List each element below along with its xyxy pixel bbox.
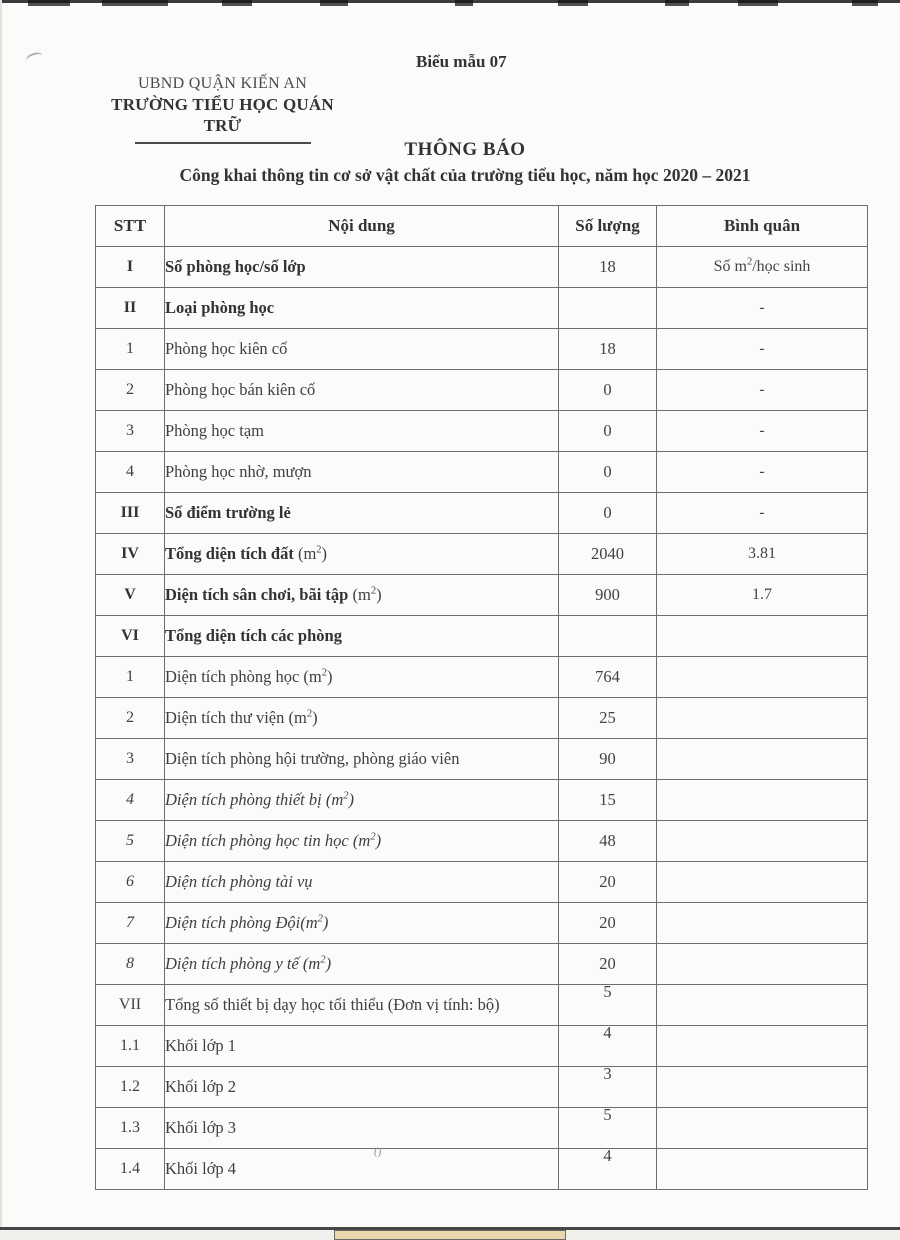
header-row: [96, 206, 868, 247]
row-qty: [559, 982, 657, 1026]
row-avg: [657, 493, 868, 534]
row-label: [165, 985, 559, 1026]
table-row: [96, 247, 868, 288]
label-unit: $(m^2)$: [300, 913, 329, 932]
row-qty: [559, 247, 657, 288]
avg-value: -: [759, 504, 765, 521]
row-qty: [559, 657, 657, 698]
row-label: [165, 862, 559, 903]
row-label: [165, 370, 559, 411]
table-row: [96, 698, 868, 739]
qty-value: 0: [603, 380, 612, 399]
row-stt: 4: [96, 780, 165, 821]
row-stt: VI: [96, 616, 165, 657]
label-unit: $(m^2)$: [302, 954, 332, 973]
row-stt: VII: [96, 985, 165, 1026]
scan-edge-segment: [558, 0, 588, 6]
org-block: [95, 74, 350, 144]
row-label: [165, 329, 559, 370]
row-qty: [559, 862, 657, 903]
row-avg: [657, 452, 868, 493]
scan-edge-bottom-block: [334, 1230, 566, 1240]
label-text: Diện tích phòng tài vụ: [165, 872, 313, 891]
row-qty: [559, 698, 657, 739]
avg-value: -: [759, 463, 765, 480]
scan-curl-mark: [25, 51, 44, 66]
label-text: Diện tích phòng học tin học: [165, 831, 353, 850]
row-stt: IV: [96, 534, 165, 575]
label-unit: $(m^2)$: [325, 790, 355, 809]
scan-edge-segment: [455, 0, 473, 6]
facilities-table: [95, 205, 868, 1190]
row-avg: [657, 944, 868, 985]
row-label: [165, 411, 559, 452]
row-qty: [559, 1146, 657, 1190]
row-qty: [559, 493, 657, 534]
row-qty: [559, 1105, 657, 1149]
row-avg: [657, 1149, 868, 1190]
row-qty: [559, 780, 657, 821]
row-label: [165, 1026, 559, 1067]
avg-value: Số $m^2$/học sinh: [713, 256, 811, 275]
scan-edge-segment: [852, 0, 878, 6]
qty-value: 18: [599, 257, 616, 276]
row-stt: 6: [96, 862, 165, 903]
row-qty: [559, 1064, 657, 1108]
row-stt: 7: [96, 903, 165, 944]
row-stt: 3: [96, 411, 165, 452]
row-avg: [657, 575, 868, 616]
table-header: [96, 206, 868, 247]
table-row: [96, 452, 868, 493]
row-stt: 1: [96, 329, 165, 370]
row-label: [165, 944, 559, 985]
row-label: [165, 1067, 559, 1108]
org-parent-name: UBND QUẬN KIẾN AN: [137, 75, 308, 92]
scan-edge-left: [0, 0, 2, 1240]
table-row: [96, 821, 868, 862]
row-avg: [657, 370, 868, 411]
row-qty: [559, 452, 657, 493]
row-label: [165, 780, 559, 821]
row-qty: [559, 370, 657, 411]
row-qty: [559, 739, 657, 780]
row-stt: 2: [96, 370, 165, 411]
label-text: Khối lớp 4: [165, 1159, 237, 1178]
label-unit: $(m^2)$: [303, 667, 333, 686]
table-row: [96, 862, 868, 903]
row-label: [165, 1108, 559, 1149]
qty-value: 48: [599, 831, 616, 850]
row-stt: 1.1: [96, 1026, 165, 1067]
row-avg: [657, 534, 868, 575]
row-qty: [559, 288, 657, 329]
qty-value: 900: [595, 585, 620, 604]
row-qty: [559, 903, 657, 944]
label-text: Phòng học bán kiên cố: [165, 380, 316, 399]
row-stt: I: [96, 247, 165, 288]
label-text: Khối lớp 3: [165, 1118, 237, 1137]
label-text: Diện tích phòng học: [165, 667, 304, 686]
row-avg: [657, 739, 868, 780]
row-stt: 4: [96, 452, 165, 493]
qty-value: 20: [599, 872, 616, 891]
row-avg: [657, 1108, 868, 1149]
row-qty: [559, 534, 657, 575]
row-avg: [657, 411, 868, 452]
scan-edge-segment: [738, 0, 778, 6]
row-label: [165, 1149, 559, 1190]
row-label: [165, 821, 559, 862]
qty-value: 764: [595, 667, 620, 686]
label-text: Khối lớp 2: [165, 1077, 237, 1096]
label-text: Diện tích thư viện: [165, 708, 289, 727]
label-text: Phòng học nhờ, mượn: [165, 462, 312, 481]
row-qty: [559, 329, 657, 370]
table-row: [96, 985, 868, 1026]
table-row: [96, 780, 868, 821]
avg-value: -: [759, 299, 765, 316]
row-avg: [657, 821, 868, 862]
row-stt: V: [96, 575, 165, 616]
scan-edge-segment: [222, 0, 252, 6]
row-avg: [657, 780, 868, 821]
row-avg: [657, 288, 868, 329]
row-avg: [657, 985, 868, 1026]
scan-edge-segment: [102, 0, 168, 6]
page-title: THÔNG BÁO: [404, 139, 526, 160]
qty-value: 0: [603, 503, 612, 522]
row-avg: [657, 862, 868, 903]
qty-value: 90: [599, 749, 616, 768]
row-avg: [657, 1067, 868, 1108]
avg-value: 1.7: [752, 586, 772, 603]
row-label: [165, 698, 559, 739]
table-row: [96, 657, 868, 698]
table-row: [96, 944, 868, 985]
qty-value: 0: [603, 421, 612, 440]
qty-value: 5: [603, 1105, 612, 1124]
label-text: Loại phòng học: [165, 298, 275, 317]
qty-value: 5: [603, 982, 612, 1001]
page-subtitle: Công khai thông tin cơ sở vật chất của trường tiểu học, năm học 2020 – 2021: [179, 165, 751, 185]
table-row: [96, 739, 868, 780]
label-text: Diện tích phòng hội trường, phòng giáo viên: [165, 749, 460, 768]
table-row: [96, 329, 868, 370]
label-unit: $(m^2)$: [352, 831, 382, 850]
row-label: [165, 493, 559, 534]
label-text: Diện tích phòng y tế: [165, 954, 303, 973]
row-stt: 1.2: [96, 1067, 165, 1108]
row-qty: [559, 821, 657, 862]
label-text: Diện tích phòng Đội: [165, 913, 301, 932]
row-avg: [657, 903, 868, 944]
row-stt: 8: [96, 944, 165, 985]
school-name: TRƯỜNG TIỂU HỌC QUÁN TRỮ: [111, 95, 334, 136]
form-number: Biểu mẫu 07: [416, 52, 507, 71]
row-avg: [657, 247, 868, 288]
row-label: [165, 657, 559, 698]
table-row: [96, 1149, 868, 1190]
label-text: Phòng học kiên cố: [165, 339, 288, 358]
table-row: [96, 575, 868, 616]
label-text: Số phòng học/số lớp: [165, 257, 306, 276]
row-qty: [559, 1023, 657, 1067]
table-row: [96, 616, 868, 657]
scan-footer-mark: (): [373, 1145, 383, 1159]
qty-value: 18: [599, 339, 616, 358]
col-header-noi-dung: Nội dung: [165, 206, 559, 247]
qty-value: 3: [603, 1064, 612, 1083]
title-block: [15, 139, 900, 186]
row-label: [165, 739, 559, 780]
label-text: Diện tích sân chơi, bãi tập: [165, 585, 353, 604]
row-avg: [657, 616, 868, 657]
row-stt: II: [96, 288, 165, 329]
table-row: [96, 534, 868, 575]
avg-value: -: [759, 422, 765, 439]
col-header-binh-quan: Bình quân: [657, 206, 868, 247]
row-label: [165, 247, 559, 288]
label-unit: $(m^2)$: [352, 585, 382, 604]
row-stt: 2: [96, 698, 165, 739]
label-text: Khối lớp 1: [165, 1036, 237, 1055]
avg-value: -: [759, 340, 765, 357]
row-stt: 3: [96, 739, 165, 780]
table-row: [96, 370, 868, 411]
row-stt: III: [96, 493, 165, 534]
row-stt: 1.4: [96, 1149, 165, 1190]
qty-value: 20: [599, 954, 616, 973]
row-avg: [657, 657, 868, 698]
table-row: [96, 1026, 868, 1067]
row-qty: [559, 944, 657, 985]
row-label: [165, 534, 559, 575]
table-row: [96, 411, 868, 452]
qty-value: 4: [603, 1146, 612, 1165]
row-label: [165, 616, 559, 657]
label-unit: $(m^2)$: [297, 544, 328, 563]
avg-value: -: [759, 381, 765, 398]
row-label: [165, 452, 559, 493]
row-qty: [559, 616, 657, 657]
row-stt: 1.3: [96, 1108, 165, 1149]
row-label: [165, 288, 559, 329]
label-text: Tổng diện tích đất: [165, 544, 298, 563]
table-body: [96, 247, 868, 1190]
row-qty: [559, 411, 657, 452]
row-stt: 1: [96, 657, 165, 698]
label-text: Diện tích phòng thiết bị: [165, 790, 326, 809]
avg-value: 3.81: [748, 545, 776, 562]
col-header-stt: STT: [96, 206, 165, 247]
table-row: [96, 1067, 868, 1108]
row-qty: [559, 575, 657, 616]
label-text: Phòng học tạm: [165, 421, 264, 440]
row-label: [165, 575, 559, 616]
label-text: Tổng diện tích các phòng: [165, 626, 342, 645]
qty-value: 2040: [591, 544, 624, 563]
table-row: [96, 288, 868, 329]
label-text: Tổng số thiết bị dạy học tối thiểu (Đơn vị tính: bộ): [165, 995, 500, 1014]
qty-value: 15: [599, 790, 616, 809]
row-avg: [657, 1026, 868, 1067]
table-row: [96, 903, 868, 944]
scan-edge-segment: [320, 0, 348, 6]
col-header-so-luong: Số lượng: [559, 206, 657, 247]
label-text: Số điểm trường lẻ: [165, 503, 291, 522]
qty-value: 25: [599, 708, 616, 727]
scan-edge-segment: [28, 0, 70, 6]
row-label: [165, 903, 559, 944]
qty-value: 20: [599, 913, 616, 932]
table-row: [96, 1108, 868, 1149]
qty-value: 4: [603, 1023, 612, 1042]
row-stt: 5: [96, 821, 165, 862]
label-unit: $(m^2)$: [288, 708, 318, 727]
row-avg: [657, 329, 868, 370]
table-row: [96, 493, 868, 534]
scan-edge-segment: [665, 0, 689, 6]
qty-value: 0: [603, 462, 612, 481]
row-avg: [657, 698, 868, 739]
